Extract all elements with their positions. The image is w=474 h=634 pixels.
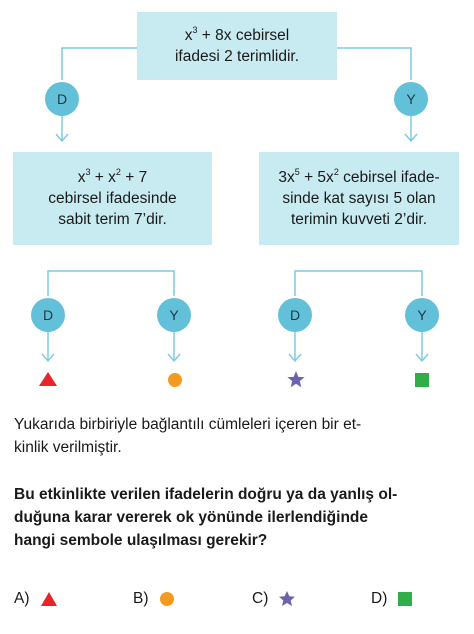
- statement-top-line1: $x^3 + 8x$ cebirsel: [184, 24, 290, 44]
- option-b[interactable]: [133, 590, 175, 608]
- option-a-label: A): [14, 590, 30, 607]
- node-true-right: D: [278, 298, 312, 332]
- statement-left-line2: cebirsel ifadesinde: [48, 190, 177, 207]
- square-symbol: [415, 373, 429, 387]
- option-c-label: C): [252, 590, 269, 607]
- question-line2: duğuna karar vererek ok yönünde ilerlendiğinde: [14, 509, 369, 526]
- option-d[interactable]: [371, 590, 413, 608]
- node-true-left: D: [31, 298, 65, 332]
- statement-right-line2: sinde kat sayısı 5 olan: [282, 190, 436, 207]
- connector-right-branch: [295, 271, 422, 296]
- intro-text: [14, 413, 460, 459]
- question-text: [14, 483, 460, 552]
- option-b-label: B): [133, 590, 149, 607]
- star-icon: [278, 590, 296, 608]
- statement-box-top: [137, 12, 337, 80]
- triangle-icon: [40, 591, 58, 607]
- node-false-left: Y: [157, 298, 191, 332]
- option-c[interactable]: [252, 590, 296, 608]
- statement-left-line1: $x^3 + x^2 + 7$: [77, 166, 148, 186]
- node-false-top: Y: [394, 82, 428, 116]
- connector-left-branch: [48, 271, 174, 296]
- option-a[interactable]: [14, 590, 58, 608]
- star-symbol: [287, 371, 304, 387]
- square-icon: [397, 591, 413, 607]
- intro-line2: kinlik verilmiştir.: [14, 439, 122, 456]
- statement-left-line3: sabit terim 7’dir.: [58, 211, 167, 228]
- node-false-right: Y: [405, 298, 439, 332]
- question-line1: Bu etkinlikte verilen ifadelerin doğru ya da yanlış ol-: [14, 486, 398, 503]
- triangle-symbol: [39, 372, 57, 386]
- circle-symbol: [168, 373, 182, 387]
- question-line3: hangi sembole ulaşılması gerekir?: [14, 532, 268, 549]
- statement-box-left: [13, 152, 212, 245]
- option-d-label: D): [371, 590, 388, 607]
- node-true-top: D: [45, 82, 79, 116]
- connector-top-right: [337, 48, 411, 80]
- circle-icon: [159, 591, 175, 607]
- statement-right-line1: $3x^5 + 5x^2$ cebirsel ifade-: [278, 166, 440, 186]
- connector-top-left: [62, 48, 137, 80]
- statement-top-line2: ifadesi 2 terimlidir.: [174, 48, 300, 65]
- statement-right-line3: terimin kuvveti 2’dir.: [290, 211, 428, 228]
- intro-line1: Yukarıda birbiriyle bağlantılı cümleleri içeren bir et-: [14, 416, 362, 433]
- statement-box-right: [259, 152, 459, 245]
